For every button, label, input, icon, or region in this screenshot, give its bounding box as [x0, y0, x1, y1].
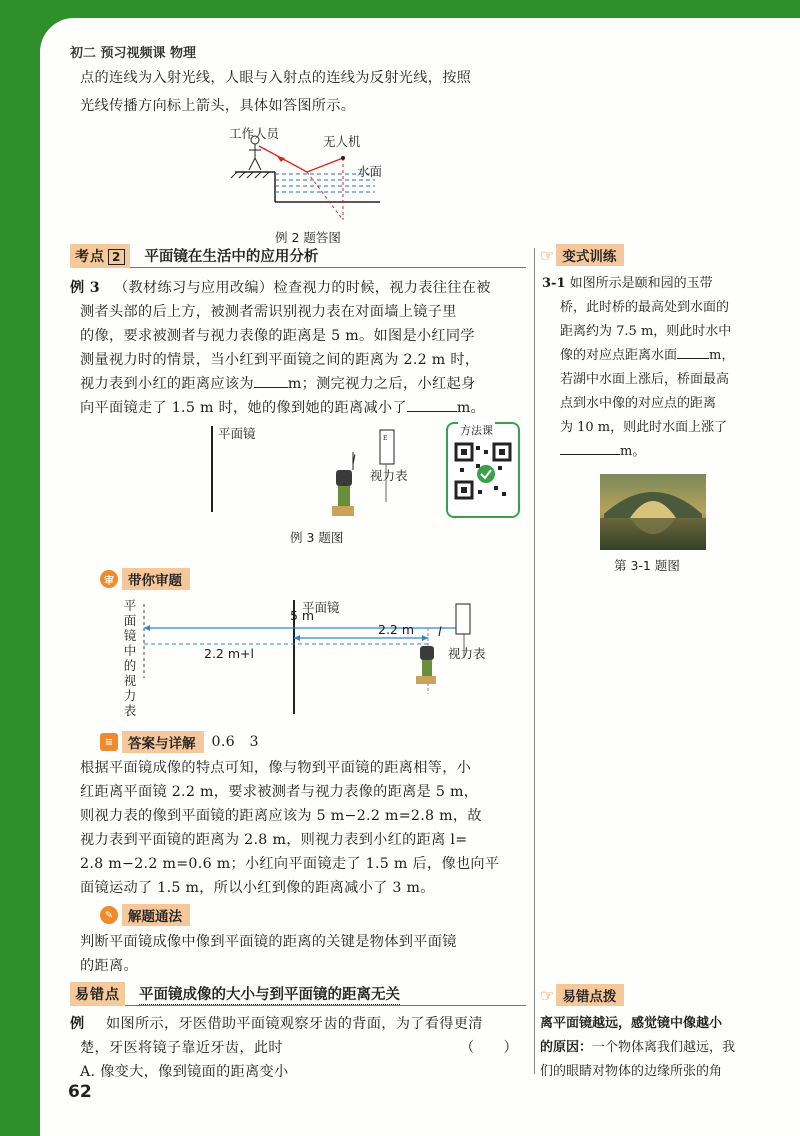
mirror-label: 平面镜: [218, 426, 256, 441]
pointing-hand-icon: ☞: [540, 985, 555, 1005]
section-tag: 考点 2: [70, 244, 130, 268]
answer-icon: ≡: [100, 733, 118, 751]
example3-line-5: 视力表到小红的距离应该为 m；测完视力之后，小红起身: [80, 376, 476, 392]
example2-answer-figure: [225, 122, 485, 245]
answer-blank-2[interactable]: [407, 399, 457, 412]
intro-line-1: 点的连线为入射光线，人眼与入射点的连线为反射光线，按照: [80, 70, 472, 86]
answer-line-2: 红距离平面镜 2.2 m，要求被测者与视力表像的距离是 5 m，: [80, 784, 479, 800]
method-badge: [100, 904, 190, 926]
error-tip-line-1: 离平面镜越远，感觉镜中像越小: [540, 1016, 723, 1031]
worker-label: 工作人员: [229, 126, 280, 141]
figure-caption: 例 2 题答图: [275, 230, 341, 245]
variant-badge: [540, 244, 624, 266]
error-tag: 易错点: [70, 982, 125, 1006]
guide-icon: 审: [100, 570, 118, 588]
answer-paren[interactable]: （ ）: [460, 1040, 518, 1056]
distance-2-2m-plus-l: 2.2 m+l: [204, 646, 254, 661]
example3-line-6: 向平面镜走了 1.5 m 时，她的像到她的距离减小了 m。: [80, 400, 486, 416]
example3-line-1: （教材练习与应用改编）检查视力的时候，视力表往往在被: [114, 280, 491, 296]
answer-line-1: 根据平面镜成像的特点可知，像与物到平面镜的距离相等，小: [80, 760, 472, 776]
guide-mirror-label: 平面镜: [302, 600, 340, 615]
drone-label: 无人机: [323, 134, 361, 149]
answer-value: 0.6 3: [211, 734, 259, 750]
pointing-hand-icon: ☞: [540, 245, 555, 265]
method-line-2: 的距离。: [80, 958, 138, 974]
guide-title: 带你审题: [122, 568, 190, 590]
qr-code-card[interactable]: [446, 422, 520, 518]
distance-l-label: l: [352, 452, 356, 467]
example-line-1: 如图所示，牙医借助平面镜观察牙齿的背面，为了看得更清: [106, 1016, 483, 1032]
section-heading: [70, 244, 526, 268]
error-tip-line-2: 的原因：一个物体离我们越远，我: [540, 1040, 736, 1055]
answer-badge: [100, 730, 259, 754]
variant-line-4: 像的对应点距离水面 m，: [560, 348, 735, 363]
qr-code-icon: [454, 442, 512, 500]
example3-line-2: 测者头部的后上方，被测者需识别视力表在对面墙上镜子里: [80, 304, 457, 320]
figure-caption: 例 3 题图: [290, 530, 344, 545]
method-title: 解题通法: [122, 904, 190, 926]
answer-line-4: 视力表到平面镜的距离为 2.8 m，则视力表到小红的距离 l=: [80, 832, 468, 848]
intro-line-2: 光线传播方向标上箭头，具体如答图所示。: [80, 98, 356, 114]
variant-line-8: m。: [560, 440, 645, 464]
svg-text:E: E: [383, 435, 388, 442]
guide-chart-label: 视力表: [448, 646, 486, 661]
variant-line-3: 距离约为 7.5 m，则此时水中: [560, 324, 732, 339]
jade-belt-bridge-photo: [600, 474, 706, 550]
answer-title: 答案与详解: [122, 731, 204, 753]
variant-blank-2[interactable]: [560, 442, 620, 455]
answer-line-5: 2.8 m−2.2 m=0.6 m；小红向平面镜走了 1.5 m 后，像也向平: [80, 856, 500, 872]
page-number: 62: [68, 1082, 92, 1102]
error-tip-line-3: 们的眼睛对物体的边缘所张的角: [540, 1064, 723, 1079]
variant-line-6: 点到水中像的对应点的距离: [560, 396, 717, 411]
chart-label: 视力表: [370, 468, 408, 483]
water-label: 水面: [357, 164, 383, 179]
variant-line-2: 桥，此时桥的最高处到水面的: [560, 300, 730, 315]
page: [40, 18, 800, 1136]
distance-2-2m: 2.2 m: [378, 622, 415, 637]
variant-blank-1[interactable]: [677, 346, 709, 359]
example-label: 例: [70, 1016, 85, 1032]
distance-5m: 5 m: [290, 608, 315, 623]
error-title: 平面镜成像的大小与到平面镜的距离无关: [139, 983, 400, 1005]
qr-label: 方法课: [460, 424, 493, 437]
example3-figure: [200, 422, 530, 552]
answer-line-6: 面镜运动了 1.5 m，所以小红到像的距离减小了 3 m。: [80, 880, 435, 896]
guide-badge: [100, 568, 190, 590]
variant-caption: 第 3-1 题图: [614, 558, 680, 573]
error-section-heading: [70, 982, 526, 1006]
variant-line-7: 为 10 m，则此时水面上涨了: [560, 420, 728, 435]
answer-blank-1[interactable]: [254, 375, 288, 388]
example-line-2: 楚，牙医将镜子靠近牙齿，此时: [80, 1040, 283, 1056]
guide-diagram: [120, 594, 520, 724]
method-icon: ✎: [100, 906, 118, 924]
example3-line-4: 测量视力时的情景，当小红到平面镜之间的距离为 2.2 m 时，: [80, 352, 480, 368]
example3-label: 例 3: [70, 280, 100, 296]
error-tip-title: 易错点拨: [556, 984, 624, 1006]
sidebar-divider: [534, 248, 535, 1074]
option-a: A. 像变大，像到镜面的距离变小: [80, 1064, 289, 1080]
method-line-1: 判断平面镜成像中像到平面镜的距离的关键是物体到平面镜: [80, 934, 457, 950]
variant-line-1: 3-1 如图所示是颐和园的玉带: [542, 276, 713, 291]
variant-title: 变式训练: [556, 244, 624, 266]
page-header: 初二 预习视频课 物理: [70, 46, 197, 61]
variant-line-5: 若湖中水面上涨后，桥面最高: [560, 372, 730, 387]
error-tip-badge: [540, 984, 624, 1006]
answer-line-3: 则视力表的像到平面镜的距离应该为 5 m−2.2 m=2.8 m，故: [80, 808, 482, 824]
guide-l-label: l: [438, 624, 442, 639]
section-title: 平面镜在生活中的应用分析: [144, 249, 319, 265]
example3-line-3: 的像，要求被测者与视力表像的距离是 5 m。如图是小红同学: [80, 328, 475, 344]
vertical-label: 平 面 镜 中 的 视 力 表: [123, 598, 137, 718]
